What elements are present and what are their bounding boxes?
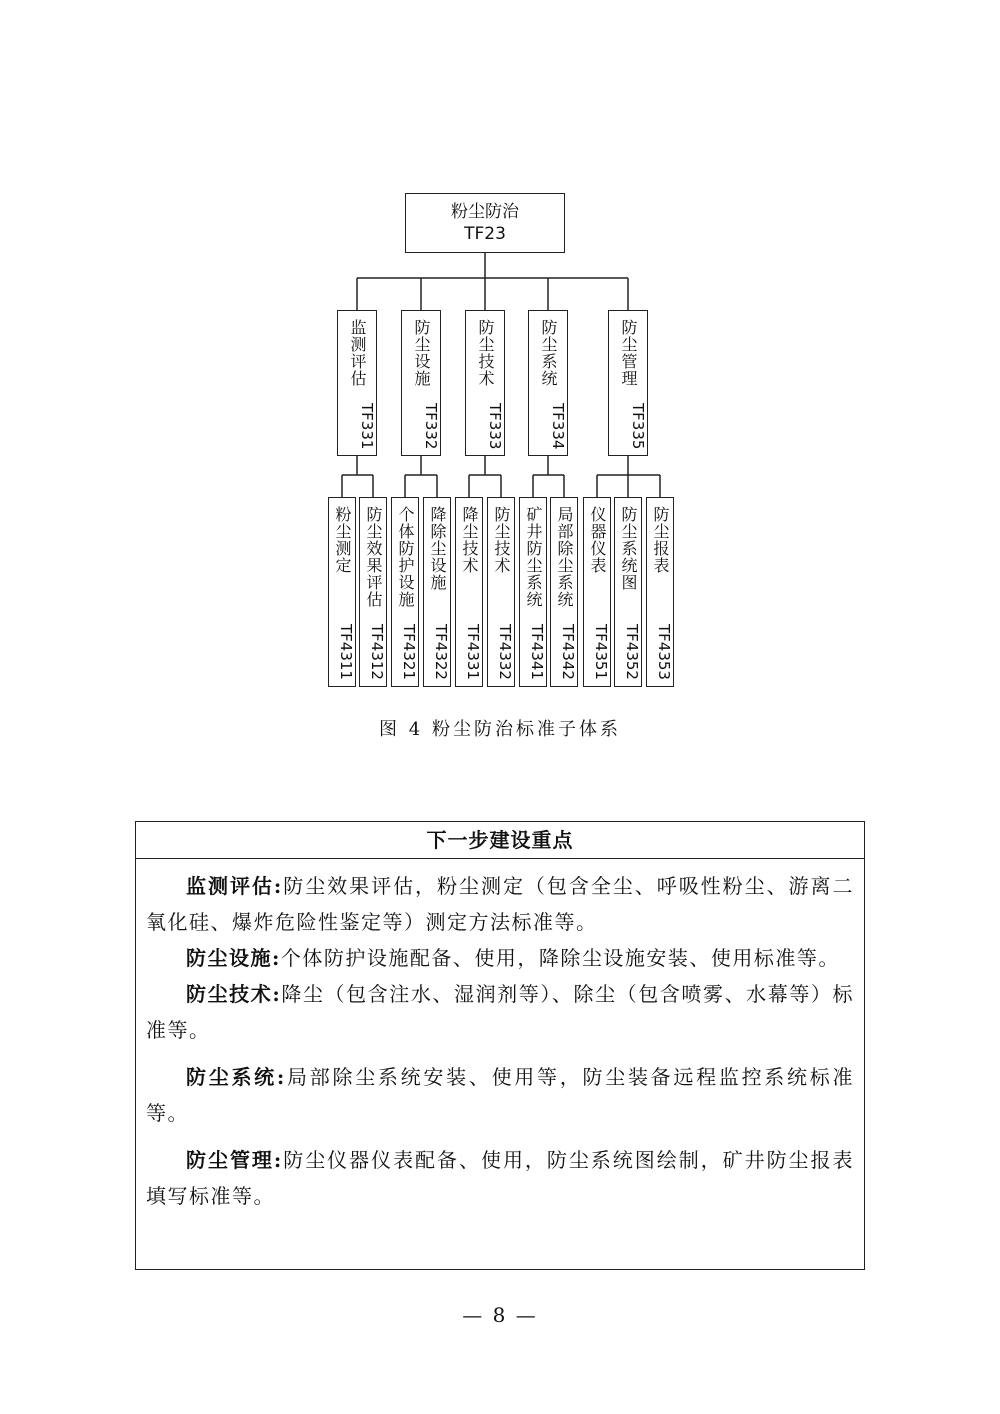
branch-node-code: TF332 — [422, 402, 440, 449]
leaf-node-name: 粉尘测定 — [333, 506, 352, 574]
leaf-node-name: 降除尘设施 — [428, 506, 447, 591]
branch-node-name: 监测评估 — [348, 319, 367, 387]
leaf-node-name: 局部除尘系统 — [555, 506, 574, 608]
key-point-text: 降尘（包含注水、湿润剂等）、除尘（包含喷雾、水幕等）标准等。 — [146, 982, 855, 1042]
leaf-node-code: TF4351 — [592, 624, 610, 680]
key-point-label: 防尘技术: — [186, 982, 282, 1006]
leaf-node — [646, 497, 674, 687]
leaf-node-code: TF4342 — [559, 624, 577, 680]
leaf-node — [359, 497, 387, 687]
box-body — [136, 859, 864, 1214]
branch-node-system — [528, 310, 568, 456]
standard-hierarchy-diagram — [0, 0, 1000, 700]
branch-node-technology — [465, 310, 505, 456]
leaf-node-name: 矿井防尘系统 — [524, 506, 543, 608]
key-point-label: 防尘系统: — [186, 1065, 286, 1089]
leaf-node-code: TF4322 — [432, 624, 450, 680]
leaf-node-name: 防尘系统图 — [619, 506, 638, 591]
leaf-node-name: 仪器仪表 — [588, 506, 607, 574]
branch-node-code: TF335 — [629, 402, 647, 449]
key-point-label: 防尘管理: — [186, 1148, 283, 1172]
key-point-text: 局部除尘系统安装、使用等，防尘装备远程监控系统标准等。 — [146, 1065, 854, 1125]
key-point-label: 监测评估: — [186, 874, 283, 898]
leaf-node — [519, 497, 547, 687]
branch-node-facilities — [401, 310, 441, 456]
leaf-node — [487, 497, 515, 687]
box-title: 下一步建设重点 — [136, 822, 864, 859]
branch-node-monitoring — [337, 310, 377, 456]
leaf-node-code: TF4332 — [496, 624, 514, 680]
page-number: — 8 — — [462, 1303, 538, 1327]
branch-node-management — [608, 310, 648, 456]
leaf-node-code: TF4353 — [655, 624, 673, 680]
leaf-node-name: 防尘报表 — [651, 506, 670, 574]
key-point-facilities — [146, 940, 854, 976]
branch-node-code: TF334 — [549, 402, 567, 449]
branch-node-code: TF331 — [358, 402, 376, 449]
branch-node-name: 防尘设施 — [412, 319, 431, 387]
leaf-node-code: TF4312 — [368, 624, 386, 680]
key-point-system — [146, 1059, 854, 1131]
leaf-node — [583, 497, 611, 687]
leaf-node — [423, 497, 451, 687]
leaf-node — [614, 497, 642, 687]
key-point-text: 个体防护设施配备、使用，降除尘设施安装、使用标准等。 — [280, 946, 840, 970]
branch-node-name: 防尘系统 — [539, 319, 558, 387]
key-point-monitoring — [146, 868, 854, 940]
root-node — [405, 193, 565, 253]
leaf-node — [455, 497, 483, 687]
leaf-node-name: 防尘技术 — [492, 506, 511, 574]
leaf-node-code: TF4311 — [337, 624, 355, 680]
branch-node-code: TF333 — [486, 402, 504, 449]
branch-node-name: 防尘技术 — [476, 319, 495, 387]
leaf-node-name: 防尘效果评估 — [364, 506, 383, 608]
key-points-box — [135, 821, 865, 1270]
root-node-name: 粉尘防治 — [451, 202, 519, 222]
branch-node-name: 防尘管理 — [619, 319, 638, 387]
leaf-node — [391, 497, 419, 687]
leaf-node-code: TF4352 — [623, 624, 641, 680]
key-point-text: 防尘仪器仪表配备、使用，防尘系统图绘制，矿井防尘报表填写标准等。 — [146, 1148, 854, 1208]
leaf-node-code: TF4321 — [400, 624, 418, 680]
key-point-text: 防尘效果评估，粉尘测定（包含全尘、呼吸性粉尘、游离二氧化硅、爆炸危险性鉴定等）测定方法标准等。 — [146, 874, 854, 934]
key-point-technology — [146, 976, 854, 1048]
leaf-node — [328, 497, 356, 687]
key-point-management — [146, 1142, 854, 1214]
root-node-code: TF23 — [464, 224, 506, 244]
leaf-node — [550, 497, 578, 687]
leaf-node-name: 个体防护设施 — [396, 506, 415, 608]
figure-caption: 图 4 粉尘防治标准子体系 — [379, 719, 621, 740]
leaf-node-code: TF4341 — [528, 624, 546, 680]
leaf-node-code: TF4331 — [464, 624, 482, 680]
key-point-label: 防尘设施: — [186, 946, 281, 970]
leaf-node-name: 降尘技术 — [460, 506, 479, 574]
